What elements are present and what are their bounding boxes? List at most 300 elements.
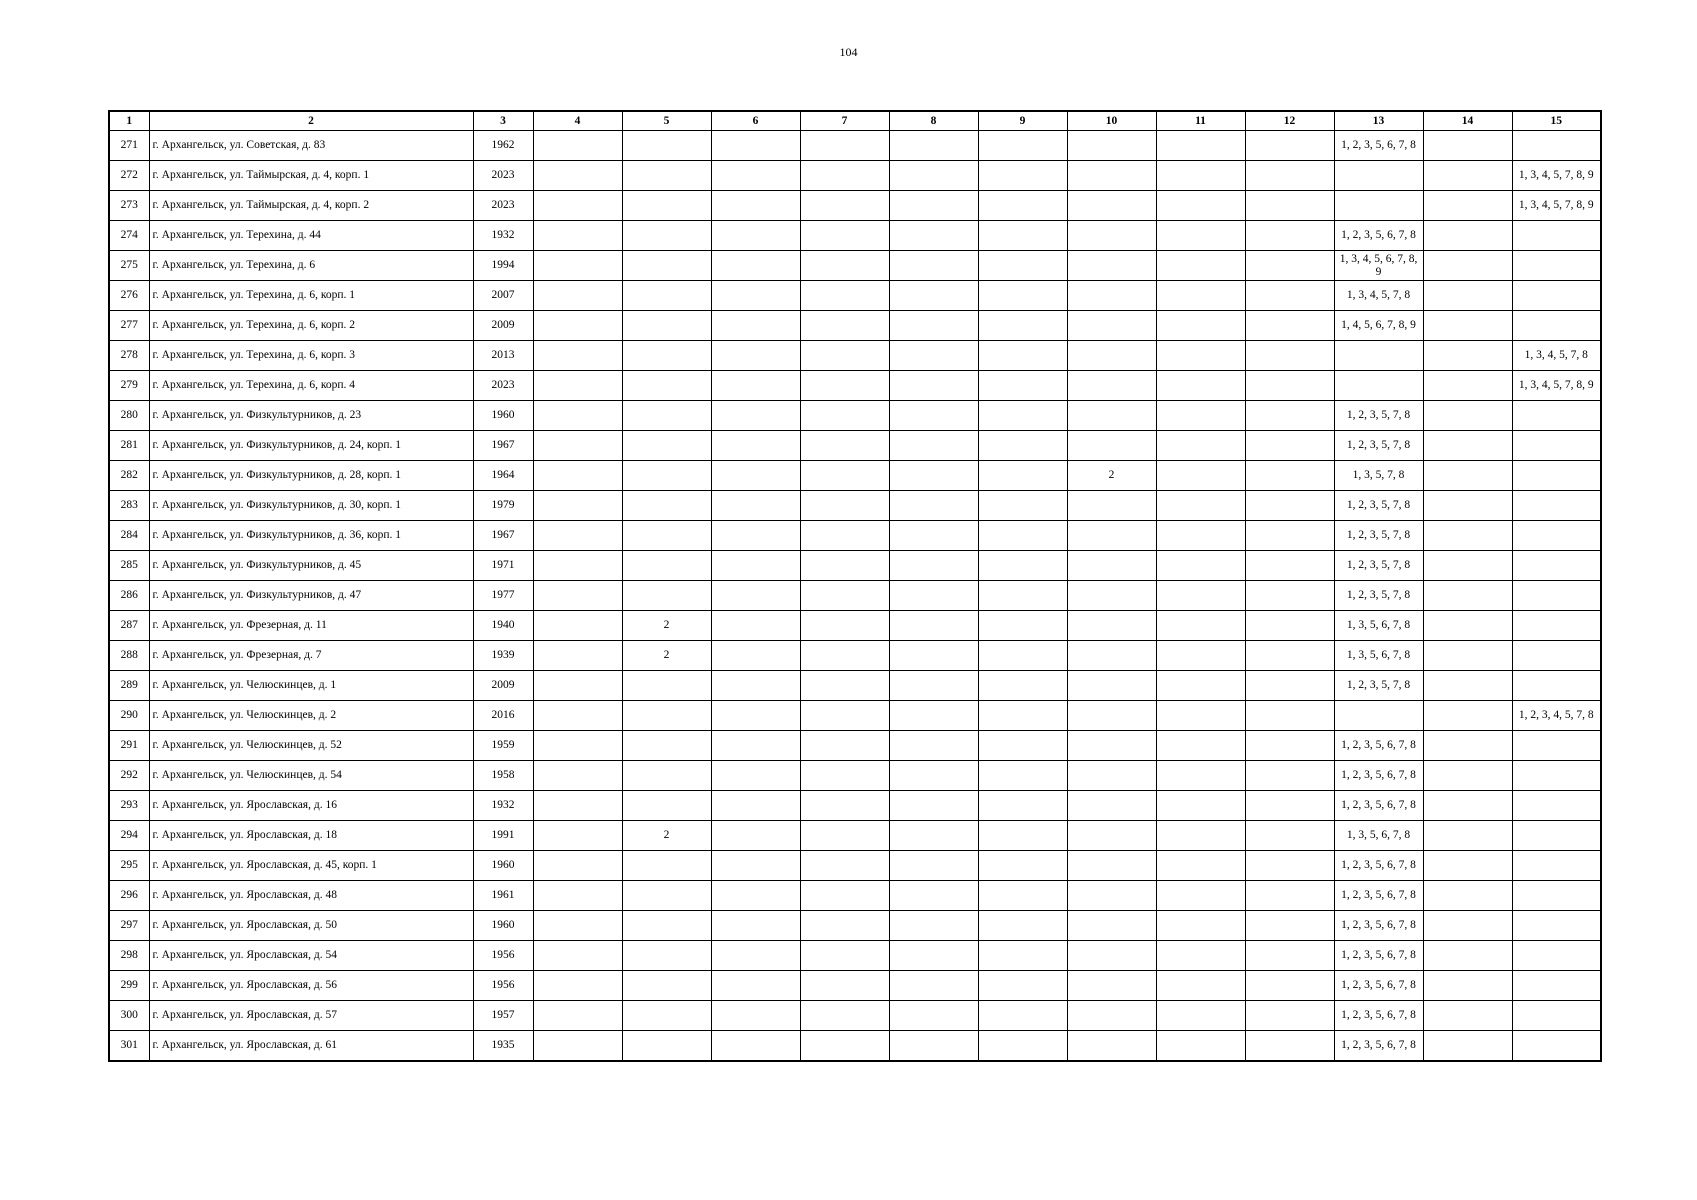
table-cell-col-11 (1156, 911, 1245, 941)
table-cell-col-9 (978, 1031, 1067, 1062)
table-cell-col-14 (1423, 881, 1512, 911)
table-cell-col-5 (622, 341, 711, 371)
table-cell-col-5 (622, 1001, 711, 1031)
table-cell-col-4 (533, 221, 622, 251)
table-row (109, 371, 1601, 401)
table-cell-col-13 (1334, 191, 1423, 221)
table-cell-col-5 (622, 131, 711, 161)
table-cell-col-10 (1067, 521, 1156, 551)
column-header-8: 8 (889, 111, 978, 131)
table-cell-col-13: 1, 2, 3, 5, 6, 7, 8 (1334, 851, 1423, 881)
table-cell-col-6 (711, 1001, 800, 1031)
table-row (109, 161, 1601, 191)
table-cell-col-8 (889, 701, 978, 731)
column-header-14: 14 (1423, 111, 1512, 131)
table-cell-col-13 (1334, 161, 1423, 191)
column-header-7: 7 (800, 111, 889, 131)
table-cell-col-4 (533, 611, 622, 641)
table-cell-col-5 (622, 581, 711, 611)
table-cell-col-11 (1156, 671, 1245, 701)
table-cell-col-4 (533, 941, 622, 971)
table-cell-col-13: 1, 3, 5, 7, 8 (1334, 461, 1423, 491)
table-cell-col-13: 1, 2, 3, 5, 7, 8 (1334, 671, 1423, 701)
table-cell-col-14 (1423, 401, 1512, 431)
table-cell-col-2: г. Архангельск, ул. Физкультурников, д. 36, корп. 1 (149, 521, 473, 551)
table-cell-col-4 (533, 551, 622, 581)
table-cell-col-9 (978, 431, 1067, 461)
table-cell-col-12 (1245, 161, 1334, 191)
table-cell-col-8 (889, 401, 978, 431)
table-row (109, 491, 1601, 521)
table-cell-col-14 (1423, 611, 1512, 641)
table-cell-col-4 (533, 1031, 622, 1062)
table-cell-col-12 (1245, 221, 1334, 251)
table-cell-col-2: г. Архангельск, ул. Челюскинцев, д. 1 (149, 671, 473, 701)
table-cell-col-6 (711, 581, 800, 611)
table-cell-col-1: 289 (109, 671, 149, 701)
table-cell-col-5 (622, 701, 711, 731)
table-cell-col-10 (1067, 371, 1156, 401)
table-cell-col-8 (889, 731, 978, 761)
column-header-5: 5 (622, 111, 711, 131)
table-cell-col-10 (1067, 611, 1156, 641)
table-cell-col-11 (1156, 251, 1245, 281)
table-cell-col-7 (800, 851, 889, 881)
table-cell-col-5 (622, 251, 711, 281)
table-cell-col-6 (711, 941, 800, 971)
table-cell-col-1: 277 (109, 311, 149, 341)
table-cell-col-1: 273 (109, 191, 149, 221)
column-header-10: 10 (1067, 111, 1156, 131)
table-cell-col-13: 1, 2, 3, 5, 6, 7, 8 (1334, 791, 1423, 821)
table-cell-col-15 (1512, 881, 1601, 911)
table-cell-col-13: 1, 2, 3, 5, 7, 8 (1334, 431, 1423, 461)
table-cell-col-12 (1245, 491, 1334, 521)
table-cell-col-14 (1423, 821, 1512, 851)
table-cell-col-5 (622, 1031, 711, 1062)
table-cell-col-4 (533, 401, 622, 431)
table-cell-col-9 (978, 881, 1067, 911)
table-cell-col-4 (533, 311, 622, 341)
table-cell-col-5 (622, 221, 711, 251)
table-cell-col-10 (1067, 881, 1156, 911)
table-cell-col-5 (622, 491, 711, 521)
table-cell-col-5 (622, 431, 711, 461)
table-cell-col-13: 1, 3, 5, 6, 7, 8 (1334, 821, 1423, 851)
table-cell-col-6 (711, 641, 800, 671)
table-cell-col-5 (622, 731, 711, 761)
table-cell-col-3: 1967 (473, 521, 533, 551)
table-cell-col-12 (1245, 251, 1334, 281)
table-cell-col-11 (1156, 1001, 1245, 1031)
table-cell-col-13 (1334, 701, 1423, 731)
table-cell-col-2: г. Архангельск, ул. Терехина, д. 44 (149, 221, 473, 251)
table-cell-col-11 (1156, 791, 1245, 821)
table-cell-col-14 (1423, 131, 1512, 161)
table-cell-col-15 (1512, 461, 1601, 491)
table-cell-col-11 (1156, 281, 1245, 311)
column-header-15: 15 (1512, 111, 1601, 131)
table-cell-col-9 (978, 821, 1067, 851)
table-cell-col-12 (1245, 281, 1334, 311)
table-cell-col-6 (711, 791, 800, 821)
table-cell-col-13: 1, 2, 3, 5, 6, 7, 8 (1334, 881, 1423, 911)
table-cell-col-10 (1067, 671, 1156, 701)
table-cell-col-14 (1423, 281, 1512, 311)
table-cell-col-4 (533, 341, 622, 371)
table-row (109, 221, 1601, 251)
table-cell-col-1: 296 (109, 881, 149, 911)
table-cell-col-11 (1156, 1031, 1245, 1062)
table-cell-col-3: 1979 (473, 491, 533, 521)
table-cell-col-15 (1512, 131, 1601, 161)
table-cell-col-2: г. Архангельск, ул. Таймырская, д. 4, корп. 2 (149, 191, 473, 221)
table-cell-col-9 (978, 281, 1067, 311)
table-cell-col-12 (1245, 311, 1334, 341)
table-cell-col-13: 1, 2, 3, 5, 6, 7, 8 (1334, 1001, 1423, 1031)
table-cell-col-8 (889, 431, 978, 461)
table-cell-col-8 (889, 251, 978, 281)
table-row (109, 911, 1601, 941)
table-cell-col-4 (533, 731, 622, 761)
table-cell-col-3: 1977 (473, 581, 533, 611)
table-cell-col-4 (533, 791, 622, 821)
table-cell-col-3: 1994 (473, 251, 533, 281)
table-cell-col-10 (1067, 911, 1156, 941)
table-cell-col-6 (711, 881, 800, 911)
table-cell-col-2: г. Архангельск, ул. Физкультурников, д. 24, корп. 1 (149, 431, 473, 461)
table-cell-col-11 (1156, 701, 1245, 731)
table-cell-col-6 (711, 131, 800, 161)
table-cell-col-15 (1512, 671, 1601, 701)
table-row (109, 701, 1601, 731)
table-row (109, 881, 1601, 911)
table-cell-col-11 (1156, 971, 1245, 1001)
table-cell-col-14 (1423, 851, 1512, 881)
table-cell-col-14 (1423, 941, 1512, 971)
table-cell-col-3: 2009 (473, 311, 533, 341)
table-cell-col-12 (1245, 761, 1334, 791)
table-cell-col-1: 284 (109, 521, 149, 551)
table-row (109, 581, 1601, 611)
table-cell-col-3: 2023 (473, 191, 533, 221)
table-row (109, 791, 1601, 821)
table-cell-col-4 (533, 461, 622, 491)
table-cell-col-11 (1156, 611, 1245, 641)
column-header-12: 12 (1245, 111, 1334, 131)
table-cell-col-4 (533, 761, 622, 791)
table-cell-col-10 (1067, 221, 1156, 251)
table-cell-col-1: 292 (109, 761, 149, 791)
table-cell-col-8 (889, 1031, 978, 1062)
table-cell-col-13: 1, 2, 3, 5, 7, 8 (1334, 491, 1423, 521)
table-cell-col-1: 295 (109, 851, 149, 881)
table-cell-col-2: г. Архангельск, ул. Физкультурников, д. 47 (149, 581, 473, 611)
table-cell-col-4 (533, 671, 622, 701)
table-cell-col-15 (1512, 221, 1601, 251)
table-cell-col-10 (1067, 581, 1156, 611)
table-cell-col-4 (533, 1001, 622, 1031)
table-cell-col-11 (1156, 581, 1245, 611)
table-cell-col-14 (1423, 641, 1512, 671)
table-cell-col-11 (1156, 431, 1245, 461)
table-cell-col-2: г. Архангельск, ул. Ярославская, д. 45, корп. 1 (149, 851, 473, 881)
table-cell-col-7 (800, 821, 889, 851)
table-cell-col-8 (889, 881, 978, 911)
table-cell-col-10 (1067, 971, 1156, 1001)
table-cell-col-1: 300 (109, 1001, 149, 1031)
table-cell-col-3: 1960 (473, 911, 533, 941)
table-cell-col-7 (800, 281, 889, 311)
table-cell-col-10: 2 (1067, 461, 1156, 491)
table-cell-col-12 (1245, 581, 1334, 611)
table-cell-col-3: 1940 (473, 611, 533, 641)
table-cell-col-4 (533, 491, 622, 521)
table-cell-col-7 (800, 551, 889, 581)
table-cell-col-8 (889, 491, 978, 521)
table-cell-col-5 (622, 671, 711, 701)
table-cell-col-7 (800, 251, 889, 281)
table-cell-col-12 (1245, 551, 1334, 581)
table-cell-col-7 (800, 521, 889, 551)
table-cell-col-10 (1067, 1031, 1156, 1062)
table-cell-col-11 (1156, 461, 1245, 491)
table-cell-col-5 (622, 161, 711, 191)
table-cell-col-10 (1067, 1001, 1156, 1031)
table-cell-col-8 (889, 1001, 978, 1031)
table-cell-col-5 (622, 551, 711, 581)
table-cell-col-6 (711, 221, 800, 251)
table-cell-col-5: 2 (622, 641, 711, 671)
table-cell-col-7 (800, 581, 889, 611)
table-cell-col-14 (1423, 431, 1512, 461)
table-cell-col-3: 1956 (473, 941, 533, 971)
table-cell-col-2: г. Архангельск, ул. Ярославская, д. 56 (149, 971, 473, 1001)
table-row (109, 131, 1601, 161)
table-cell-col-2: г. Архангельск, ул. Ярославская, д. 18 (149, 821, 473, 851)
table-cell-col-14 (1423, 461, 1512, 491)
table-cell-col-8 (889, 191, 978, 221)
table-cell-col-5 (622, 401, 711, 431)
table-cell-col-8 (889, 941, 978, 971)
table-cell-col-11 (1156, 641, 1245, 671)
column-header-1: 1 (109, 111, 149, 131)
table-cell-col-15 (1512, 431, 1601, 461)
table-cell-col-15 (1512, 1031, 1601, 1062)
table-cell-col-8 (889, 791, 978, 821)
table-cell-col-11 (1156, 851, 1245, 881)
table-cell-col-13: 1, 3, 5, 6, 7, 8 (1334, 641, 1423, 671)
table-cell-col-2: г. Архангельск, ул. Ярославская, д. 48 (149, 881, 473, 911)
table-cell-col-2: г. Архангельск, ул. Терехина, д. 6, корп. 4 (149, 371, 473, 401)
table-cell-col-10 (1067, 281, 1156, 311)
table-cell-col-8 (889, 521, 978, 551)
table-row (109, 611, 1601, 641)
table-cell-col-15: 1, 3, 4, 5, 7, 8 (1512, 341, 1601, 371)
table-row (109, 671, 1601, 701)
table-cell-col-9 (978, 521, 1067, 551)
table-cell-col-15 (1512, 581, 1601, 611)
table-cell-col-3: 1957 (473, 1001, 533, 1031)
table-cell-col-15 (1512, 821, 1601, 851)
table-cell-col-14 (1423, 191, 1512, 221)
table-cell-col-10 (1067, 551, 1156, 581)
table-cell-col-6 (711, 371, 800, 401)
table-cell-col-15 (1512, 551, 1601, 581)
table-cell-col-6 (711, 1031, 800, 1062)
table-cell-col-15 (1512, 251, 1601, 281)
table-cell-col-6 (711, 701, 800, 731)
table-cell-col-2: г. Архангельск, ул. Физкультурников, д. 28, корп. 1 (149, 461, 473, 491)
table-cell-col-13: 1, 2, 3, 5, 7, 8 (1334, 551, 1423, 581)
table-cell-col-1: 283 (109, 491, 149, 521)
table-cell-col-13: 1, 3, 4, 5, 7, 8 (1334, 281, 1423, 311)
table-cell-col-14 (1423, 161, 1512, 191)
table-cell-col-7 (800, 701, 889, 731)
table-cell-col-2: г. Архангельск, ул. Челюскинцев, д. 54 (149, 761, 473, 791)
table-cell-col-9 (978, 221, 1067, 251)
table-cell-col-6 (711, 911, 800, 941)
table-cell-col-15 (1512, 851, 1601, 881)
table-cell-col-11 (1156, 821, 1245, 851)
table-cell-col-2: г. Архангельск, ул. Ярославская, д. 54 (149, 941, 473, 971)
table-cell-col-7 (800, 761, 889, 791)
table-cell-col-14 (1423, 761, 1512, 791)
table-cell-col-9 (978, 401, 1067, 431)
table-cell-col-9 (978, 791, 1067, 821)
table-cell-col-3: 1939 (473, 641, 533, 671)
table-cell-col-7 (800, 431, 889, 461)
table-cell-col-10 (1067, 341, 1156, 371)
table-cell-col-14 (1423, 581, 1512, 611)
table-cell-col-6 (711, 401, 800, 431)
table-cell-col-8 (889, 611, 978, 641)
table-row (109, 941, 1601, 971)
table-cell-col-11 (1156, 191, 1245, 221)
table-cell-col-12 (1245, 191, 1334, 221)
table-cell-col-6 (711, 251, 800, 281)
table-cell-col-7 (800, 371, 889, 401)
table-cell-col-15 (1512, 731, 1601, 761)
table-cell-col-10 (1067, 161, 1156, 191)
table-cell-col-1: 288 (109, 641, 149, 671)
table-cell-col-3: 1991 (473, 821, 533, 851)
table-cell-col-1: 271 (109, 131, 149, 161)
table-row (109, 311, 1601, 341)
table-cell-col-10 (1067, 431, 1156, 461)
table-row (109, 341, 1601, 371)
table-cell-col-9 (978, 341, 1067, 371)
table-body (109, 131, 1601, 1062)
table-cell-col-7 (800, 731, 889, 761)
table-cell-col-1: 297 (109, 911, 149, 941)
table-cell-col-12 (1245, 971, 1334, 1001)
table-cell-col-13: 1, 3, 4, 5, 6, 7, 8, 9 (1334, 251, 1423, 281)
table-cell-col-15 (1512, 761, 1601, 791)
table-cell-col-9 (978, 971, 1067, 1001)
table-cell-col-1: 274 (109, 221, 149, 251)
table-cell-col-7 (800, 191, 889, 221)
table-cell-col-7 (800, 791, 889, 821)
table-cell-col-2: г. Архангельск, ул. Терехина, д. 6, корп. 2 (149, 311, 473, 341)
table-cell-col-8 (889, 221, 978, 251)
table-cell-col-1: 280 (109, 401, 149, 431)
table-cell-col-8 (889, 671, 978, 701)
column-header-11: 11 (1156, 111, 1245, 131)
table-cell-col-15 (1512, 281, 1601, 311)
table-cell-col-4 (533, 971, 622, 1001)
table-cell-col-5 (622, 191, 711, 221)
table-cell-col-6 (711, 851, 800, 881)
table-cell-col-3: 1935 (473, 1031, 533, 1062)
table-cell-col-12 (1245, 881, 1334, 911)
table-row (109, 1001, 1601, 1031)
column-header-3: 3 (473, 111, 533, 131)
table-cell-col-7 (800, 881, 889, 911)
table-cell-col-4 (533, 641, 622, 671)
table-cell-col-6 (711, 551, 800, 581)
table-cell-col-4 (533, 251, 622, 281)
table-cell-col-10 (1067, 251, 1156, 281)
table-cell-col-9 (978, 581, 1067, 611)
table-cell-col-13: 1, 2, 3, 5, 7, 8 (1334, 401, 1423, 431)
table-cell-col-1: 285 (109, 551, 149, 581)
column-header-2: 2 (149, 111, 473, 131)
table-cell-col-13: 1, 2, 3, 5, 7, 8 (1334, 581, 1423, 611)
table-cell-col-4 (533, 161, 622, 191)
table-cell-col-4 (533, 521, 622, 551)
column-header-4: 4 (533, 111, 622, 131)
header-row (109, 111, 1601, 131)
table-cell-col-13: 1, 4, 5, 6, 7, 8, 9 (1334, 311, 1423, 341)
table-cell-col-14 (1423, 1031, 1512, 1062)
column-header-13: 13 (1334, 111, 1423, 131)
table-cell-col-3: 1956 (473, 971, 533, 1001)
table-cell-col-5 (622, 311, 711, 341)
table-cell-col-12 (1245, 341, 1334, 371)
table-cell-col-12 (1245, 851, 1334, 881)
table-cell-col-13 (1334, 371, 1423, 401)
table-cell-col-7 (800, 941, 889, 971)
table-cell-col-7 (800, 1031, 889, 1062)
table-cell-col-9 (978, 311, 1067, 341)
table-cell-col-6 (711, 431, 800, 461)
table-cell-col-6 (711, 731, 800, 761)
table-cell-col-1: 286 (109, 581, 149, 611)
table-cell-col-5 (622, 521, 711, 551)
table-row (109, 551, 1601, 581)
table-cell-col-12 (1245, 371, 1334, 401)
table-cell-col-6 (711, 311, 800, 341)
table-cell-col-15 (1512, 791, 1601, 821)
table-cell-col-15 (1512, 521, 1601, 551)
data-table (108, 110, 1602, 1062)
table-cell-col-8 (889, 551, 978, 581)
table-row (109, 641, 1601, 671)
table-cell-col-5 (622, 941, 711, 971)
table-row (109, 191, 1601, 221)
table-cell-col-5: 2 (622, 821, 711, 851)
table-cell-col-9 (978, 671, 1067, 701)
table-cell-col-2: г. Архангельск, ул. Терехина, д. 6, корп. 1 (149, 281, 473, 311)
table-cell-col-3: 1961 (473, 881, 533, 911)
table-cell-col-11 (1156, 371, 1245, 401)
table-cell-col-12 (1245, 671, 1334, 701)
table-cell-col-9 (978, 251, 1067, 281)
table-cell-col-13: 1, 2, 3, 5, 6, 7, 8 (1334, 941, 1423, 971)
table-cell-col-14 (1423, 491, 1512, 521)
table-cell-col-13: 1, 2, 3, 5, 6, 7, 8 (1334, 971, 1423, 1001)
